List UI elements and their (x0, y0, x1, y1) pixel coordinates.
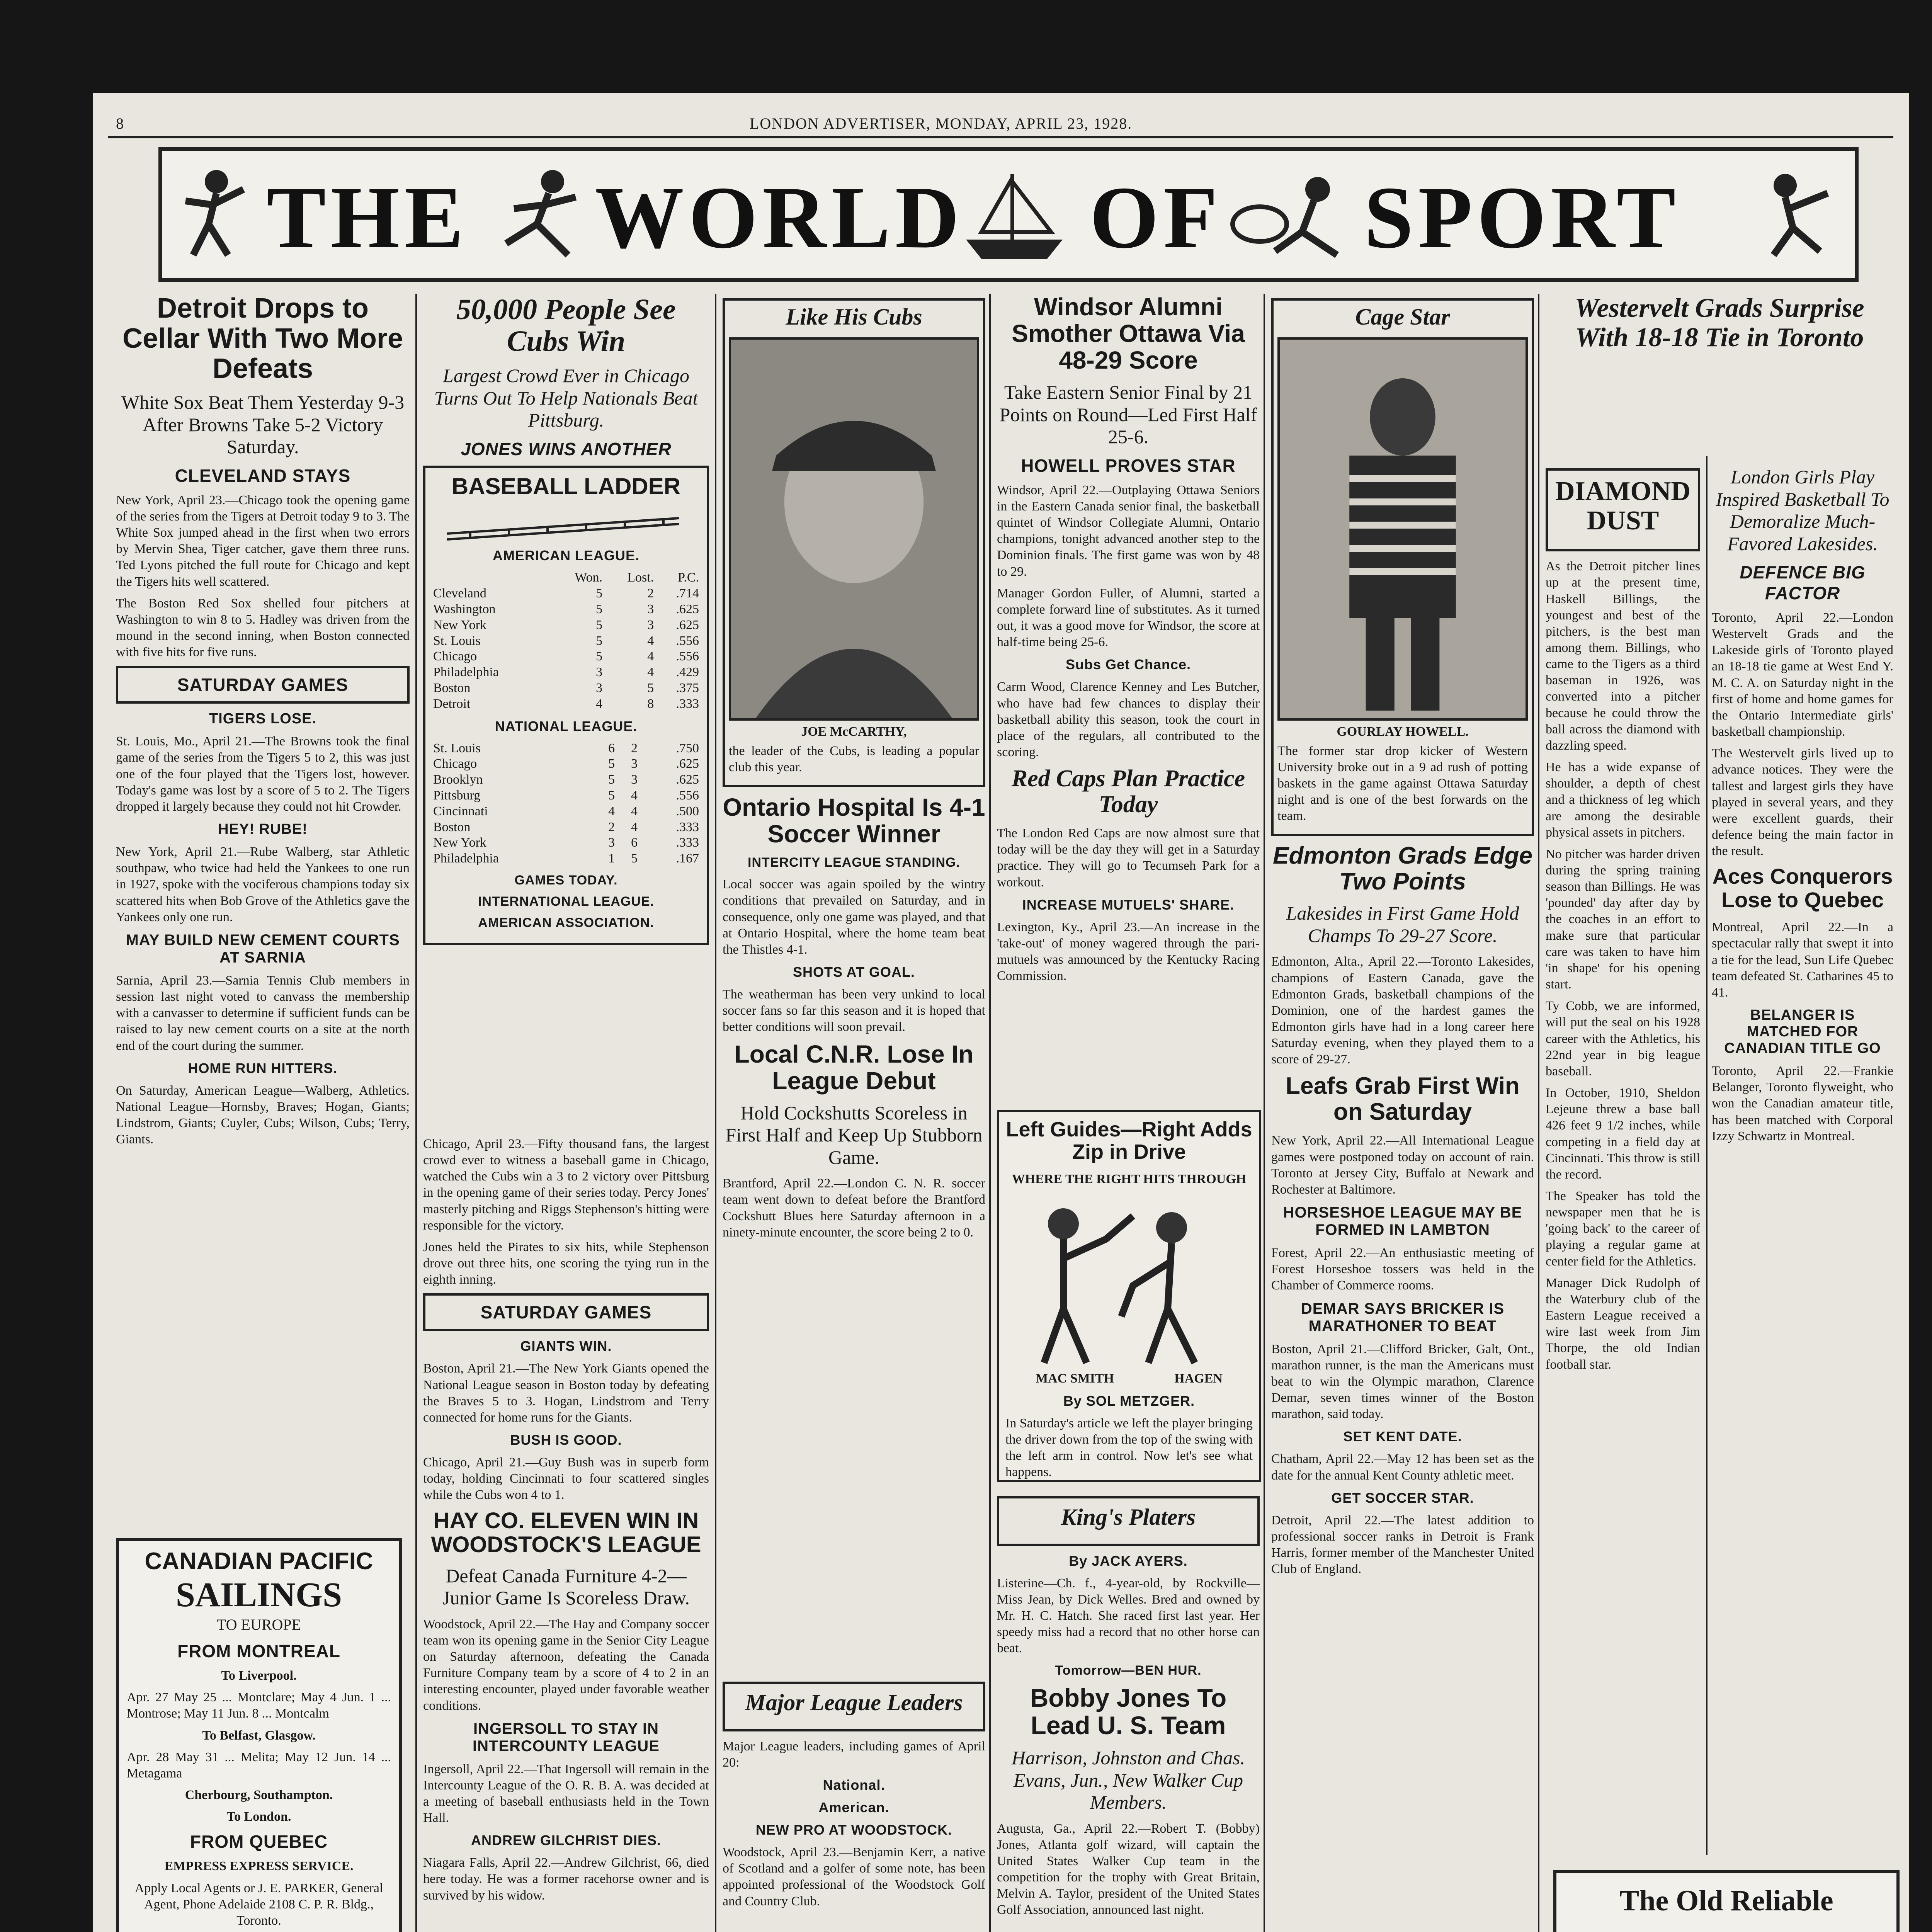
headline-sarnia-courts: MAY BUILD NEW CEMENT COURTS AT SARNIA (126, 931, 400, 966)
westervelt-column (1712, 464, 1893, 1855)
table-row: Cleveland 5 2 .714 (433, 586, 699, 601)
story-text: Woodstock, April 22.—The Hay and Company soccer team won its opening game in the Senior City League on Saturday afternoon, defeating the Canada Furniture Company team by a score of 4 to 2 in an interesting encounter, played under favorable weather conditions. (423, 1617, 709, 1713)
col-head: Won. (575, 570, 603, 585)
story-text: Montreal, April 22.—In a spectacular rally that swept it into a tie for the lead, Sun Life Quebec team defeated St. Catharines 45 to 41. (1712, 920, 1893, 1000)
photo-caption-name: GOURLAY HOWELL. (1337, 724, 1469, 739)
photo-title: Like His Cubs (786, 304, 922, 330)
headline-left-guides: Left Guides—Right Adds Zip in Drive (1006, 1118, 1252, 1164)
ladder-title: BASEBALL LADDER (451, 473, 681, 499)
headline-red-caps: Red Caps Plan Practice Today (1011, 765, 1245, 818)
golf-caption: WHERE THE RIGHT HITS THROUGH (1012, 1172, 1247, 1186)
ad-headline: The Old Reliable (1619, 1884, 1833, 1917)
howell-photo-box (1271, 298, 1534, 836)
ad-sailing-list: Apr. 27 May 25 ... Montclare; May 4 Jun. 1 ... Montrose; May 11 Jun. 8 ... Montcalm (127, 1690, 391, 1721)
column-rule (989, 294, 991, 1932)
story-text: Brantford, April 22.—London C. N. R. soccer team went down to defeat before the Brantford Cockshutt Blues here Saturday afternoon in a ninety-minute encounter, the score being 2 to 0. (723, 1176, 985, 1240)
ad-from-montreal: FROM MONTREAL (177, 1641, 340, 1662)
table-row: Brooklyn 5 3 .625 (433, 772, 699, 787)
ad-title: SAILINGS (175, 1575, 342, 1614)
story-text: The Boston Red Sox shelled four pitchers at Washington to win 8 to 5. Hadley was driven from the mound in the second inning, when Boston connected with five hits for five runs. (116, 596, 410, 660)
story-text: In Saturday's article we left the player bringing the driver down from the top of the swing with the left arm in control. Now let's see what happens. (1005, 1416, 1253, 1480)
games-today-head: GAMES TODAY. (514, 873, 618, 888)
deck-cubs: Largest Crowd Ever in Chicago Turns Out To Help Nationals Beat Pittsburg. (434, 365, 698, 431)
deck-detroit: White Sox Beat Them Yesterday 9-3 After Browns Take 5-2 Victory Saturday. (121, 391, 405, 458)
story-text: Woodstock, April 23.—Benjamin Kerr, a native of Scotland and a golfer of some note, has been appointed professional of the Woodstock Golf and Country Club. (723, 1845, 985, 1908)
mccarthy-photo-box (723, 298, 985, 787)
subhead-howell: HOWELL PROVES STAR (1021, 455, 1236, 476)
table-row: Boston 2 4 .333 (433, 820, 699, 834)
story-text: The Speaker has told the newspaper men that he is 'going back' to the career of playing a regular game at center field for the Athletics. (1546, 1189, 1700, 1269)
golf-illustration-box (997, 1110, 1261, 1482)
subhead-home-run-hitters: HOME RUN HITTERS. (188, 1060, 338, 1076)
story-text: Chatham, April 22.—May 12 has been set as the date for the annual Kent County athletic meet. (1271, 1452, 1534, 1483)
nl-standings-table (432, 741, 701, 867)
ad-from-quebec: FROM QUEBEC (190, 1832, 328, 1852)
story-text: Augusta, Ga., April 22.—Robert T. (Bobby) Jones, Atlanta golf wizard, will captain the United States Walker Cup team in the competition for the trophy with Great Britain, Melvin A. Taylor, president of the United States Golf Association, announced last night. (997, 1821, 1260, 1917)
section-saturday-games: SATURDAY GAMES (423, 1293, 709, 1331)
headline-windsor: Windsor Alumni Smother Ottawa Via 48-29 Score (1012, 294, 1245, 374)
photo-title: Cage Star (1355, 304, 1450, 330)
tomorrow-note: Tomorrow—BEN HUR. (1055, 1663, 1202, 1678)
tennis-player-icon (170, 166, 259, 263)
headline-ingersoll: INGERSOLL TO STAY IN INTERCOUNTY LEAGUE (473, 1720, 660, 1755)
subhead-kent: SET KENT DATE. (1343, 1429, 1462, 1445)
table-row: Chicago 5 3 .625 (433, 757, 699, 771)
major-league-box (723, 1682, 985, 1731)
story-text: He has a wide expanse of shoulder, a depth of chest and a thickness of leg which are among the desirable physical assets in pitchers. (1546, 760, 1700, 840)
story-text: Manager Dick Rudolph of the Waterbury club of the Eastern League received a wire last week from Jim Thorpe, the old Indian football star. (1546, 1276, 1700, 1372)
deck-edmonton: Lakesides in First Game Hold Champs To 29-27 Score. (1286, 902, 1519, 946)
subhead-soccer-star: GET SOCCER STAR. (1331, 1490, 1474, 1506)
story-text: Ingersoll, April 22.—That Ingersoll will remain in the Intercounty League of the O. R. B. A. was decided at a meeting of baseball enthusiasts held in the Town Hall. (423, 1762, 709, 1825)
nl-standings-head: NATIONAL LEAGUE. (495, 718, 638, 734)
westervelt-head-block (1546, 294, 1893, 448)
story-text: Boston, April 21.—Clifford Bricker, Galt, Ont., marathon runner, is the man the Americans must beat to win the Olympic marathon, Clarence Demar, seven times winner of the Boston marathon, said today. (1271, 1342, 1534, 1422)
story-text: Forest, April 22.—An enthusiastic meeting of Forest Horseshoe tossers was held in the Chamber of Commerce rooms. (1271, 1246, 1534, 1293)
story-text: Lexington, Ky., April 23.—An increase in the 'take-out' of money wagered through the pari-mutuels was announced by the Kentucky Racing Commission. (997, 920, 1260, 983)
story-text: St. Louis, Mo., April 21.—The Browns took the final game of the series from the Tigers 5 to 2, this was just one of the four played that the Tigers lost, however. Today's game was lost by a score of 5 to 2. The Tigers dropped it largely because they could not hit Crowder. (116, 734, 410, 814)
story-text: The Westervelt girls lived up to advance notices. They were the tallest and largest girls they have played in several years, and they were excellent guards, their defence being the main factor in the result. (1712, 746, 1893, 859)
table-row: New York 5 3 .625 (433, 617, 699, 632)
headline-edmonton: Edmonton Grads Edge Two Points (1273, 842, 1532, 895)
diamond-dust-box (1546, 468, 1700, 551)
story-text: Local soccer was again spoiled by the wintry conditions that prevailed on Saturday, and in consequence, only one game was played, and that at Ontario Hospital, where the home team beat the Thistles 4-1. (723, 877, 985, 957)
photo-caption-name: JOE McCARTHY, (801, 724, 907, 739)
deck-westervelt: London Girls Play Inspired Basketball To Demoralize Much-Favored Lakesides. (1716, 466, 1889, 554)
world-of-sport-banner (158, 147, 1859, 282)
col-head: P.C. (678, 570, 699, 585)
al-standings-head: AMERICAN LEAGUE. (492, 548, 639, 564)
table-row: St. Louis 6 2 .750 (433, 741, 699, 755)
subhead-jones: JONES WINS ANOTHER (461, 439, 672, 459)
column-rule (715, 294, 716, 1932)
story-text: Carm Wood, Clarence Kenney and Les Butcher, who have had few chances to display their basketball ability this season, took the court in place of the regulars, all contributed to the scoring. (997, 680, 1260, 760)
story-text: Edmonton, Alta., April 22.—Toronto Lakesides, champions of Eastern Canada, gave the Edmonton Grads, basketball champions of the Dominion, one of the hardest games the Edmonton girls have had in a long career here Saturday evening, when they played them to a score of 29-27. (1271, 954, 1534, 1067)
howell-photo (1277, 337, 1528, 721)
story-text: Major League leaders, including games of April 20: (723, 1739, 985, 1770)
column-cubs-lower (423, 1136, 709, 1932)
table-row: St. Louis 5 4 .556 (433, 633, 699, 648)
banner-word-of: OF (1090, 168, 1223, 267)
subhead-subs: Subs Get Chance. (1065, 656, 1191, 673)
ad-route-head: To London. (226, 1810, 291, 1824)
headline-gilchrist: ANDREW GILCHRIST DIES. (471, 1832, 661, 1849)
table-row: Chicago 5 4 .556 (433, 649, 699, 664)
wrestler-icon (1750, 166, 1839, 263)
deck-bobby-jones: Harrison, Johnston and Chas. Evans, Jun., New Walker Cup Members. (1011, 1747, 1245, 1813)
story-text: Windsor, April 22.—Outplaying Ottawa Seniors in the Eastern Canada senior final, the basketball quintet of Windsor Collegiate Alumni, Ontario champions, tonight advanced another step to the Dominion finals. The first game was won by 48 to 29. (997, 483, 1260, 579)
headline-detroit: Detroit Drops to Cellar With Two More Defeats (122, 294, 403, 384)
column-rule (415, 294, 417, 1932)
peg-top-ad (1553, 1870, 1900, 1932)
table-row: Washington 5 3 .625 (433, 602, 699, 617)
banner-word-the: THE (267, 168, 468, 267)
ad-route-head: Cherbourg, Southampton. (185, 1788, 333, 1803)
subhead-hey-rube: HEY! RUBE! (218, 821, 308, 838)
ad-sailing-list: Apr. 28 May 31 ... Melita; May 12 Jun. 14 ... Metagama (127, 1750, 391, 1781)
headline-horseshoe: HORSESHOE LEAGUE MAY BE FORMED IN LAMBTON (1283, 1204, 1522, 1239)
story-text: The weatherman has been very unkind to local soccer fans so far this season and it is hoped that better conditions will soon prevail. (723, 987, 985, 1034)
subhead-national: National. (823, 1777, 885, 1793)
photo-caption: The former star drop kicker of Western University broke out in a 9 ad rush of potting baskets in the game against Ottawa Saturday night and is one of the best forwards on the team. (1277, 743, 1528, 823)
headline-bobby-jones: Bobby Jones To Lead U. S. Team (1030, 1683, 1227, 1740)
table-row: Boston 3 5 .375 (433, 681, 699, 696)
golf-label-smith: MAC SMITH (1036, 1371, 1114, 1386)
banner-word-sport: SPORT (1364, 168, 1680, 267)
photo-caption: the leader of the Cubs, is leading a popular club this year. (729, 743, 979, 774)
mccarthy-photo (729, 337, 979, 721)
diamond-dust-column (1546, 464, 1700, 1932)
story-text: New York, April 21.—Rube Walberg, star Athletic southpaw, who twice had held the Yankees to one run in 1927, spoke with the vociferous champions today six scattered hits when Bob Grove of the Athletics gave the Yankees only one run. (116, 845, 410, 924)
baseball-ladder-box (423, 466, 709, 945)
runner-icon (495, 166, 583, 263)
canadian-pacific-ad (116, 1538, 402, 1932)
page-number: 8 (116, 115, 124, 132)
subhead-cleveland: CLEVELAND STAYS (175, 465, 351, 486)
banner-word-world: WORLD (595, 168, 964, 267)
table-row: Cincinnati 4 4 .500 (433, 804, 699, 818)
ad-express: EMPRESS EXPRESS SERVICE. (164, 1859, 354, 1874)
column-kings-platers (997, 1492, 1260, 1932)
headline-ontario-hospital: Ontario Hospital Is 4-1 Soccer Winner (723, 793, 985, 848)
story-text: Manager Gordon Fuller, of Alumni, started a complete forward line of substitutes. As it turned out, it was a good move for Windsor, the score at half-time being 25-6. (997, 586, 1260, 650)
subhead-defence: DEFENCE BIG FACTOR (1740, 562, 1866, 603)
deck-windsor: Take Eastern Senior Final by 21 Points on Round—Led First Half 25-6. (999, 381, 1257, 448)
column-rule (1538, 294, 1539, 1932)
story-text: The London Red Caps are now almost sure that today will be the day they will get in a Saturday practice. They will go to Tecumseh Park for a workout. (997, 826, 1260, 889)
subhead-shots: SHOTS AT GOAL. (793, 964, 915, 980)
story-text: On Saturday, American League—Walberg, Athletics. National League—Hornsby, Braves; Hogan, Giants; Lindstrom, Giants; Cuyler, Cubs; Wilson, Cubs; Terry, Giants. (116, 1083, 410, 1147)
deck-cnr: Hold Cockshutts Scoreless in First Half and Keep Up Stubborn Game. (725, 1102, 983, 1168)
al-standings-table (432, 570, 701, 712)
standing-head: INTERCITY LEAGUE STANDING. (748, 855, 960, 870)
aa-standings-head: AMERICAN ASSOCIATION. (478, 915, 654, 930)
story-text: Jones held the Pirates to six hits, while Stephenson drove out three hits, one scoring the tying run in the eighth inning. (423, 1240, 709, 1287)
table-row: New York 3 6 .333 (433, 835, 699, 850)
ladder-icon (432, 507, 701, 541)
headline-demar: DEMAR SAYS BRICKER IS MARATHONER TO BEAT (1301, 1300, 1505, 1335)
golf-labels (1005, 1371, 1253, 1387)
ad-agent: Apply Local Agents or J. E. PARKER, General Agent, Phone Adelaide 2108 C. P. R. Bldg., Toronto. (134, 1881, 383, 1928)
story-text: Toronto, April 22.—London Westervelt Grads and the Lakeside girls of Toronto played an 18-18 tie game at West End Y. M. C. A. on Saturday night in the first of home and home games for the Ontario Intermediate girls' basketball championship. (1712, 611, 1893, 739)
story-text: Detroit, April 22.—The latest addition to professional soccer ranks in Detroit is Frank Harris, former member of the Manchester United Club of England. (1271, 1513, 1534, 1577)
table-row: Philadelphia 3 4 .429 (433, 665, 699, 680)
il-standings-head: INTERNATIONAL LEAGUE. (478, 894, 655, 909)
headline-belanger: BELANGER IS MATCHED FOR CANADIAN TITLE GO (1724, 1007, 1881, 1057)
section-saturday-games: SATURDAY GAMES (116, 666, 410, 704)
page-folio: LONDON ADVERTISER, MONDAY, APRIL 23, 1928. (750, 115, 1133, 132)
headline-aces: Aces Conquerors Lose to Quebec (1712, 864, 1893, 912)
headline-leafs: Leafs Grab First Win on Saturday (1286, 1072, 1520, 1125)
story-text: New York, April 23.—Chicago took the opening game of the series from the Tigers at Detroit today 9 to 3. The White Sox jumped ahead in the first when two errors by Mervin Shea, Tiger catcher, gave them three runs. Ted Lyons pitched the full route for Chicago and kept the Tigers hits well scattered. (116, 493, 410, 589)
column-cage-star (1271, 294, 1534, 1932)
ad-route-head: To Belfast, Glasgow. (202, 1728, 316, 1743)
byline: By JACK AYERS. (1069, 1553, 1188, 1569)
story-text: In October, 1910, Sheldon Lejeune threw a base ball 426 feet 9 1/2 inches, while competing in a field day at Cincinnati. This throw is still the record. (1546, 1086, 1700, 1182)
column-rule (1706, 456, 1708, 1855)
golf-byline: By SOL METZGER. (1063, 1393, 1195, 1409)
ad-to-europe: TO EUROPE (216, 1616, 301, 1634)
table-row: Philadelphia 1 5 .167 (433, 851, 699, 866)
table-row: Detroit 4 8 .333 (433, 696, 699, 711)
deck-hay-co: Defeat Canada Furniture 4-2—Junior Game Is Scoreless Draw. (442, 1565, 690, 1609)
column-major-league (723, 1677, 985, 1932)
football-player-icon (1229, 166, 1352, 263)
story-text: Chicago, April 23.—Fifty thousand fans, the largest crowd ever to witness a baseball game in Chicago, watched the Cubs win a 3 to 2 victory over Pittsburg in the opening game of their series today. Percy Jones' masterly pitching and Riggs Stephenson's hitting were responsible for the victory. (423, 1137, 709, 1233)
ad-brand: CANADIAN PACIFIC (145, 1548, 373, 1575)
headline-hay-co: HAY CO. ELEVEN WIN IN WOODSTOCK'S LEAGUE (431, 1508, 701, 1558)
golf-label-hagen: HAGEN (1174, 1371, 1223, 1386)
kings-platers-box (997, 1496, 1260, 1546)
cigar-illustration (1556, 1924, 1896, 1932)
story-text: No pitcher was harder driven during the spring training season than Billings. He was 'pounded' day after day by the coaches in an effort to make sure that particular care was taken to have him 'in shape' for his opening start. (1546, 847, 1700, 992)
story-text: As the Detroit pitcher lines up at the present time, Haskell Billings, the youngest and best of the pitchers, is the best man among them. Billings, who came to the Tigers as a third baseman in 1926, was converted into a pitcher because he could throw the ball across the diamond with dazzling speed. (1546, 559, 1700, 753)
col-head: Lost. (627, 570, 654, 585)
headline-major-league: Major League Leaders (745, 1690, 963, 1715)
story-text: Listerine—Ch. f., 4-year-old, by Rockville—Miss Jean, by Dick Welles. Bred and owned by Mr. H. C. Hatch. She raced first last year. Her speedy miss had a record that no other horse can beat. (997, 1576, 1260, 1656)
subhead-woodstock-pro: NEW PRO AT WOODSTOCK. (755, 1822, 952, 1838)
story-text: Sarnia, April 23.—Sarnia Tennis Club members in session last night voted to canvass the membership with a canvasser to determine if sufficient funds can be raised to lay new cement courts on a site at the north end of the court during the summer. (116, 973, 410, 1053)
subhead-bush-good: BUSH IS GOOD. (510, 1432, 622, 1448)
story-text: Boston, April 21.—The New York Giants opened the National League season in Boston today by defeating the Braves 5 to 3. Hogan, Lindstrom and Terry connected for home runs for the Giants. (423, 1361, 709, 1425)
story-text: Chicago, April 21.—Guy Bush was in superb form today, holding Cincinnati to four scattered singles while the Cubs won 4 to 1. (423, 1455, 709, 1502)
folio-rule (108, 136, 1893, 138)
newspaper-page (93, 93, 1909, 1932)
headline-cnr: Local C.N.R. Lose In League Debut (734, 1040, 974, 1095)
sailing-ship-icon (951, 166, 1078, 263)
story-text: New York, April 22.—All International League games were postponed today on account of rain. Toronto at Jersey City, Buffalo at Newark and Rochester at Baltimore. (1271, 1133, 1534, 1197)
column-rule (1264, 294, 1265, 1932)
table-row: Pittsburg 5 4 .556 (433, 788, 699, 803)
headline-westervelt: Westervelt Grads Surprise With 18-18 Tie in Toronto (1575, 294, 1864, 352)
subhead-giants-win: GIANTS WIN. (520, 1338, 612, 1354)
story-text: Niagara Falls, April 22.—Andrew Gilchrist, 66, died here today. He was a former racehorse owner and is survived by his widow. (423, 1855, 709, 1903)
headline-cubs: 50,000 People See Cubs Win (456, 294, 676, 358)
story-text: Ty Cobb, we are informed, will put the seal on his 1928 career with the Athletics, his 22nd year in big league baseball. (1546, 999, 1700, 1078)
subhead-american: American. (818, 1799, 889, 1816)
golfer-illustration (1005, 1193, 1253, 1371)
subhead-tigers-lose: TIGERS LOSE. (209, 711, 317, 727)
diamond-dust-title: DIAMOND DUST (1555, 476, 1690, 536)
ad-route-head: To Liverpool. (221, 1668, 297, 1683)
subhead-mutuels: INCREASE MUTUELS' SHARE. (1022, 896, 1235, 913)
headline-kings-platers: King's Platers (1061, 1504, 1196, 1530)
story-text: Toronto, April 22.—Frankie Belanger, Toronto flyweight, who won the Canadian amateur title, has been matched with Corporal Izzy Schwartz in Montreal. (1712, 1064, 1893, 1143)
